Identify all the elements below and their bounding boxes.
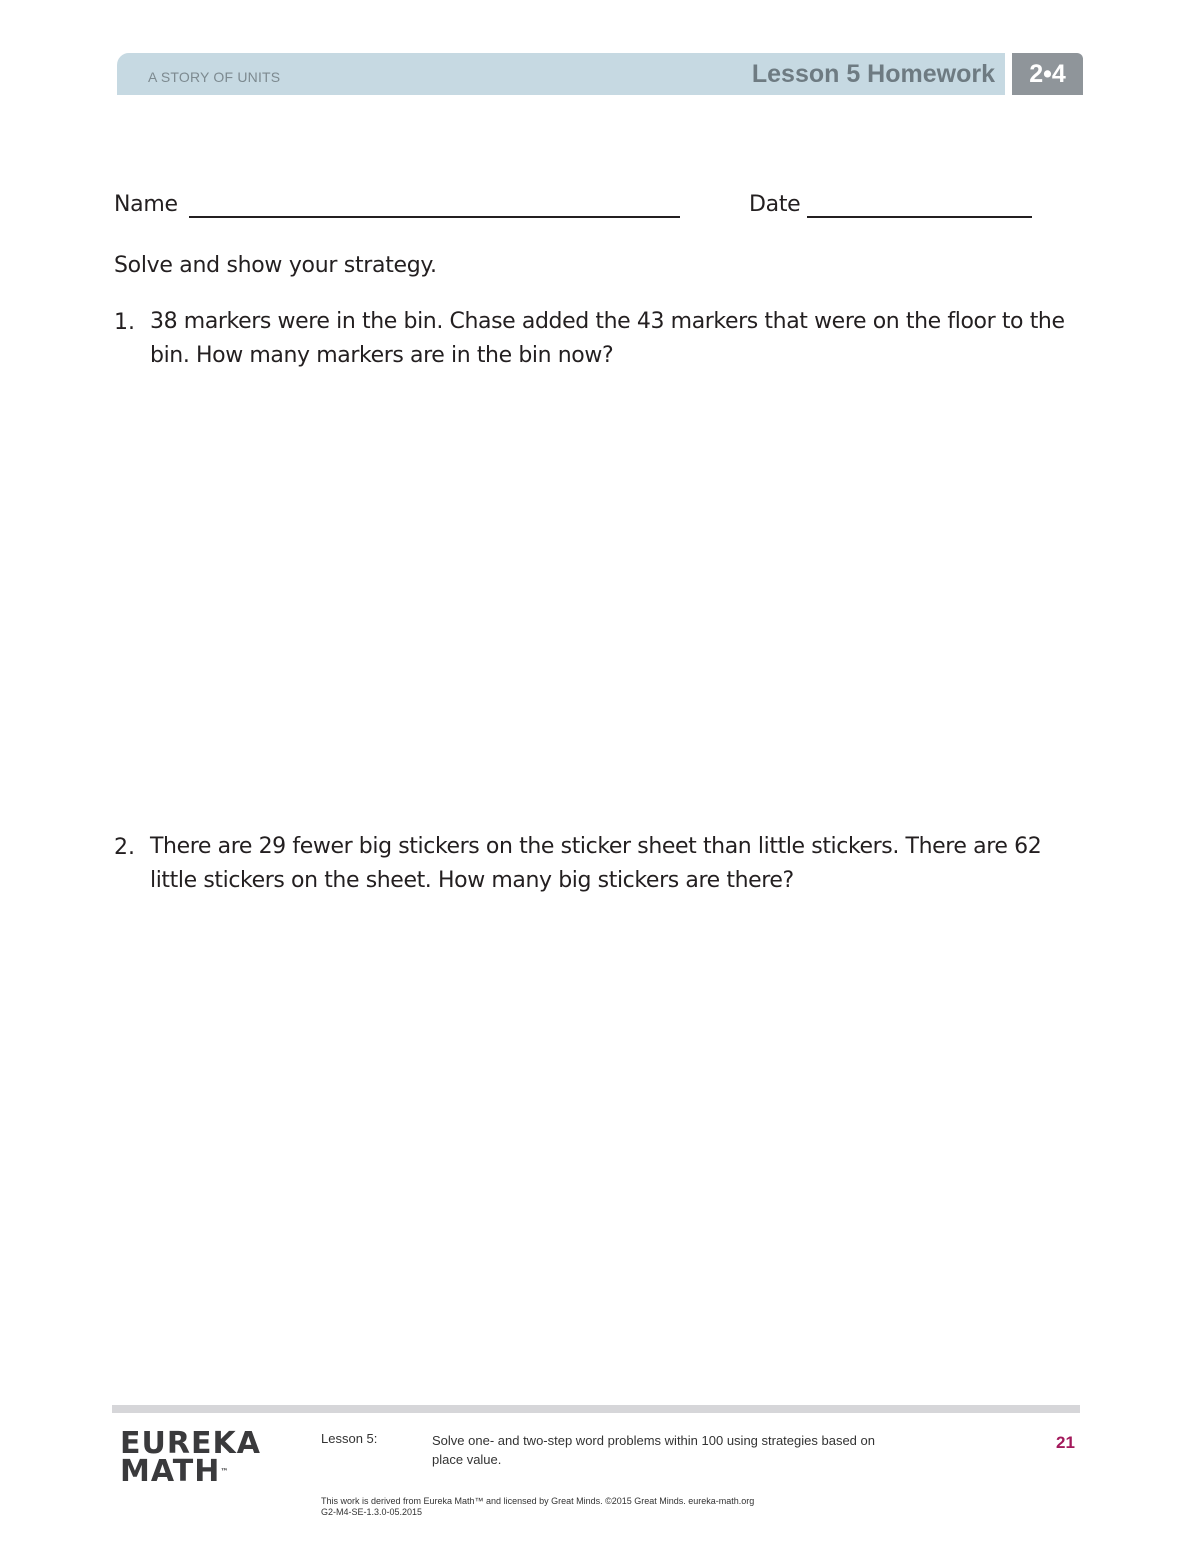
- footer-lesson-label: Lesson 5:: [321, 1431, 378, 1446]
- logo-line-1: EUREKA: [120, 1426, 261, 1461]
- page-number: 21: [1056, 1433, 1075, 1452]
- problem-1-text: 38 markers were in the bin. Chase added the 43 markers that were on the floor to the bin. How many markers are in the bin now?: [150, 309, 1065, 368]
- credit-line-1: This work is derived from Eureka Math™ and licensed by Great Minds. ©2015 Great Minds. eureka-math.org: [321, 1496, 755, 1506]
- series-label: A STORY OF UNITS: [148, 69, 281, 85]
- problem-2-text: There are 29 fewer big stickers on the sticker sheet than little stickers. There are 62 little stickers on the sheet. How many big stickers are there?: [150, 834, 1042, 893]
- name-field-line[interactable]: [189, 216, 680, 218]
- date-label: Date: [749, 192, 801, 217]
- instruction-text: Solve and show your strategy.: [114, 253, 437, 278]
- problem-2-number: 2.: [114, 835, 135, 860]
- credit-line-2: G2-M4-SE-1.3.0-05.2015: [321, 1507, 423, 1517]
- problem-1-number: 1.: [114, 310, 135, 335]
- module-badge: 2•4: [1012, 53, 1083, 95]
- name-label: Name: [114, 192, 178, 217]
- date-field-line[interactable]: [807, 216, 1032, 218]
- page-title: Lesson 5 Homework: [751, 60, 995, 88]
- logo-line-2: MATH™: [120, 1454, 229, 1489]
- footer-divider: [112, 1405, 1080, 1413]
- footer-credit: [321, 1496, 754, 1518]
- footer-lesson-description: Solve one- and two-step word problems within 100 using strategies based on place value.: [432, 1433, 875, 1467]
- eureka-math-logo: [120, 1426, 261, 1489]
